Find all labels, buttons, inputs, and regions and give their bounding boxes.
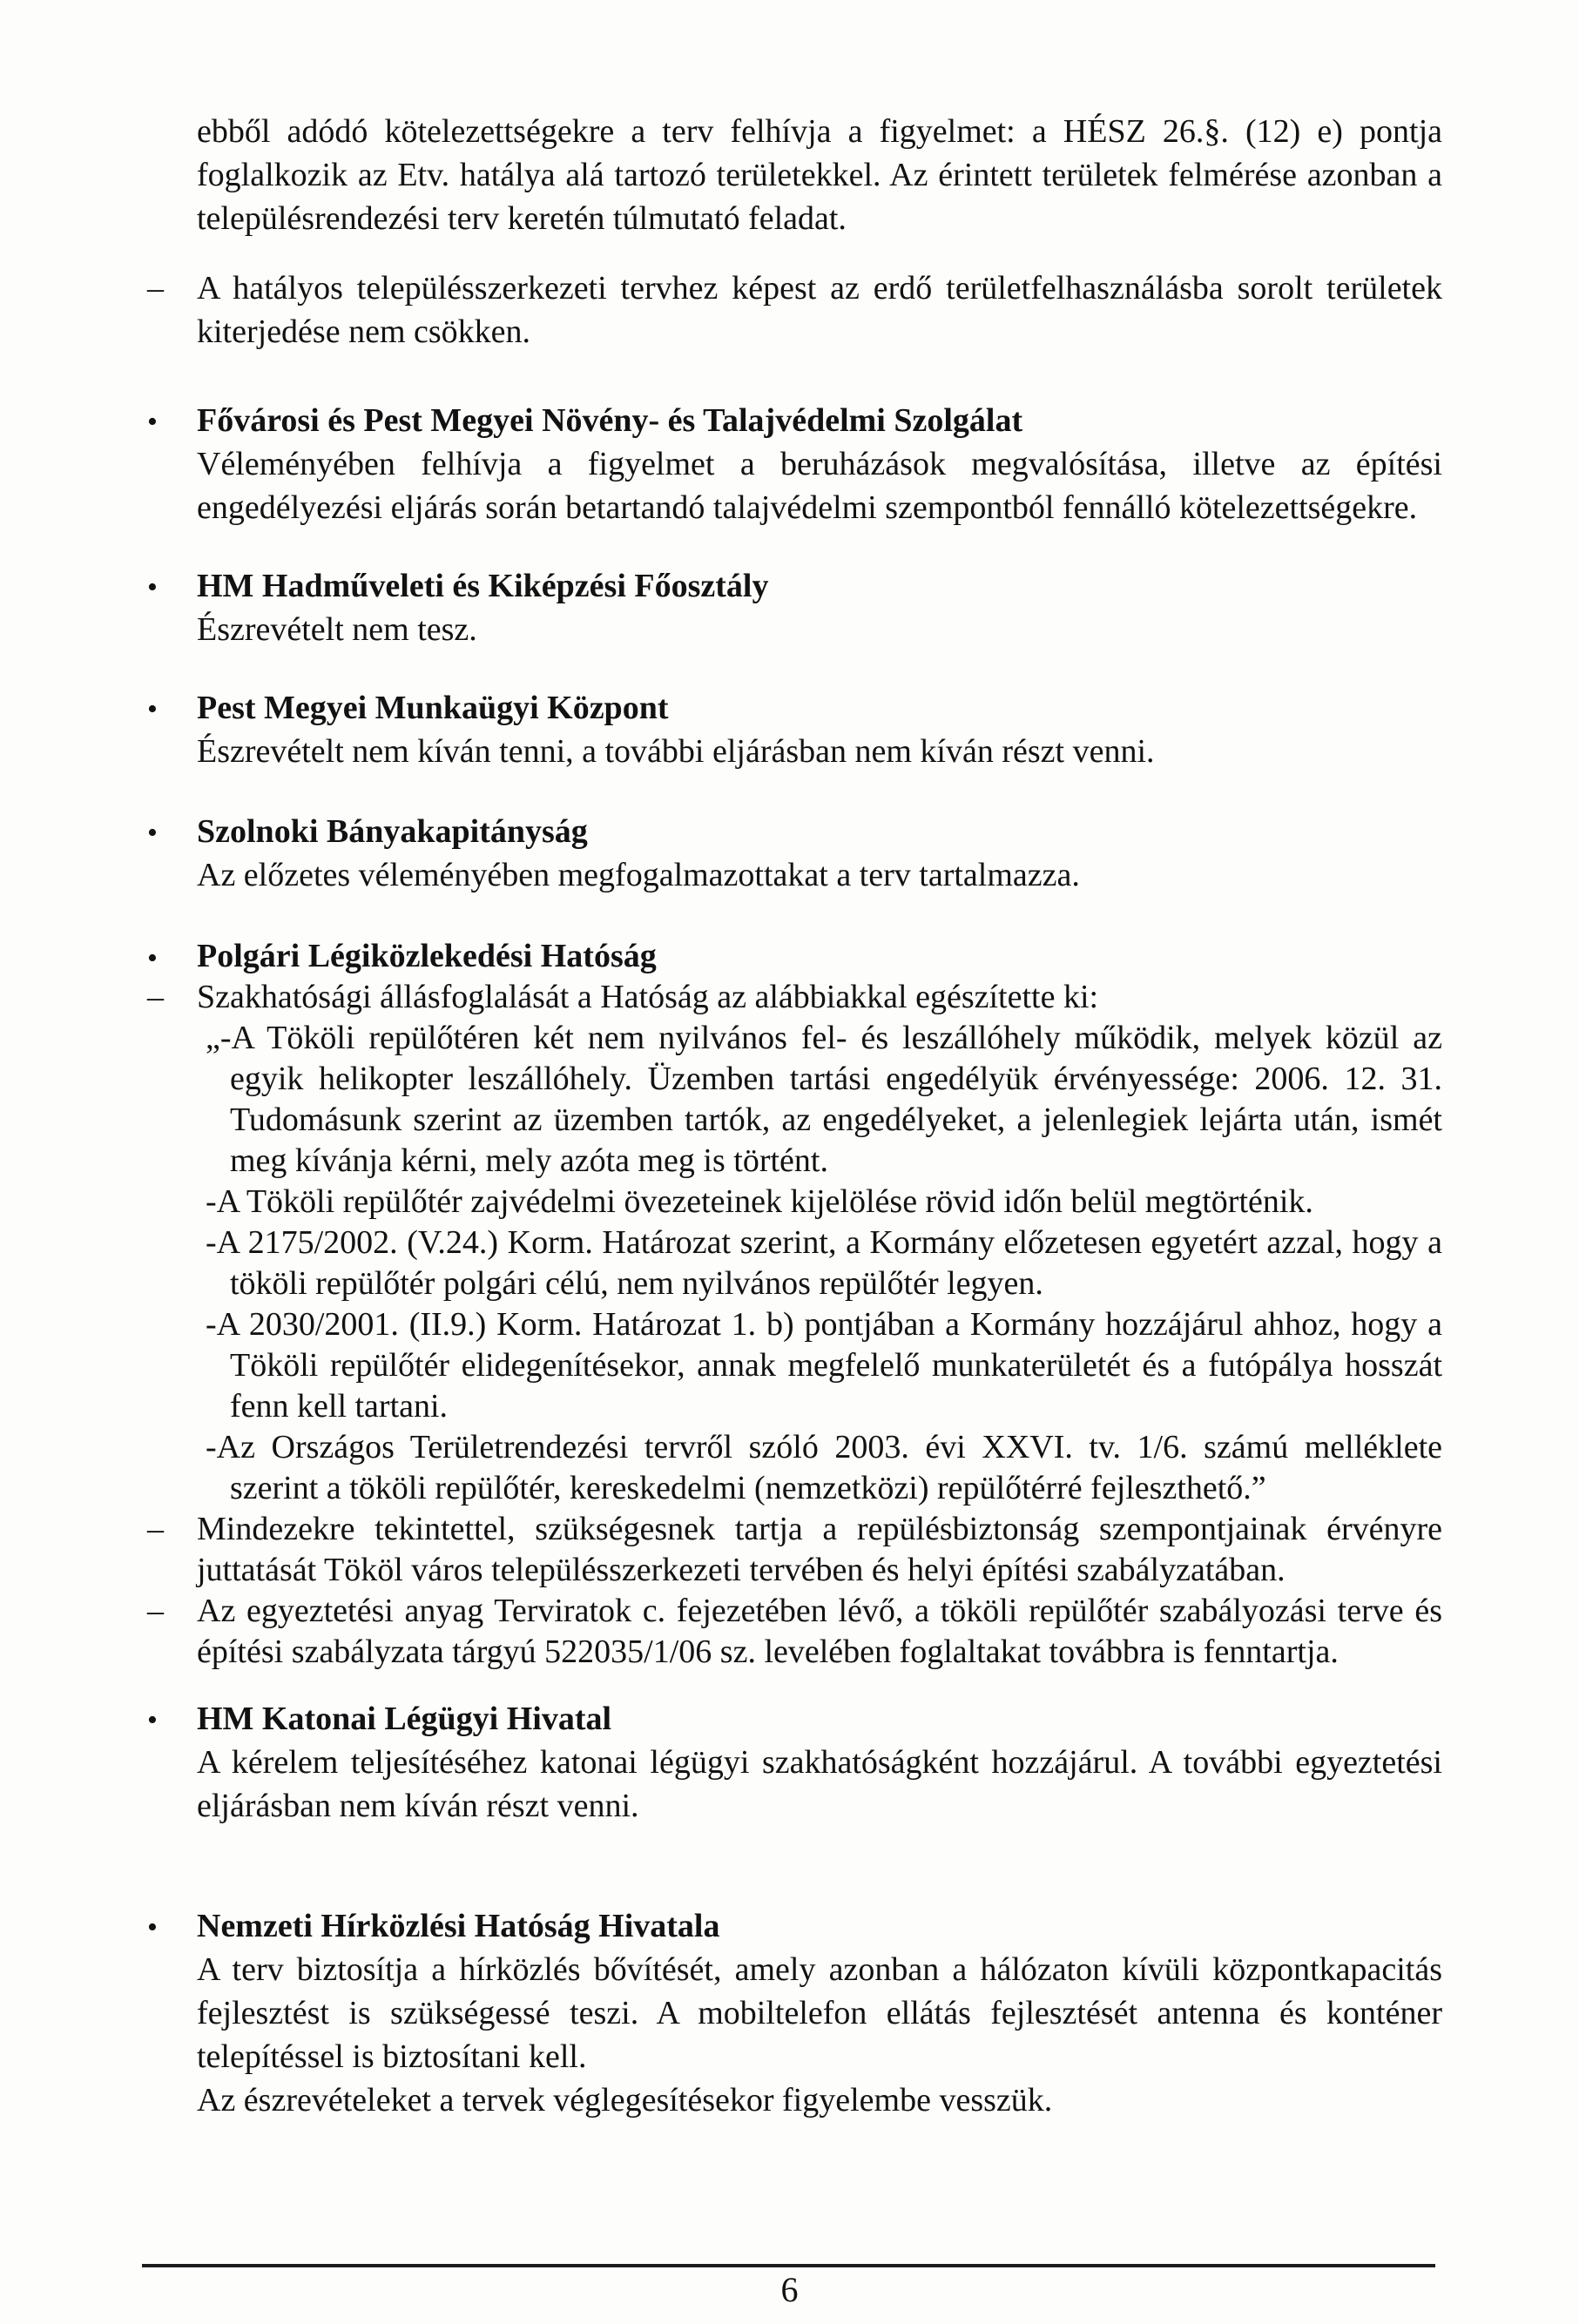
quote-item: -A 2175/2002. (V.24.) Korm. Határozat szerint, a Kormány előzetesen egyetért azzal, hogy a tököli repülőtér polgári célú, nem nyilvános repülőtér legyen. — [206, 1224, 1442, 1302]
section-title: HM Hadműveleti és Kiképzési Főosztály — [197, 568, 769, 604]
section-banyakapitanysag — [147, 810, 1442, 897]
bullet-icon: • — [147, 693, 158, 725]
quote-item: -A 2030/2001. (II.9.) Korm. Határozat 1. b) pontjában a Kormány hozzájárul ahhoz, hogy a Tököli repülőtér elidegenítésekor, annak megfelelő munkaterületét és a futópálya hosszát fenn kell tartani. — [206, 1306, 1442, 1425]
bullet-icon: • — [147, 942, 158, 974]
page-number: 6 — [780, 2270, 799, 2309]
footer-divider — [142, 2264, 1435, 2267]
list-item — [147, 1591, 1442, 1673]
dash-icon: – — [147, 270, 164, 306]
section-heading-row — [147, 1697, 1442, 1741]
section-title: Pest Megyei Munkaügyi Központ — [197, 690, 669, 726]
quote-item: -Az Országos Területrendezési tervről szóló 2003. évi XXVI. tv. 1/6. számú melléklete szerint a tököli repülőtér, kereskedelmi (nemzetközi) repülőtérré fejleszthető.” — [206, 1429, 1442, 1506]
section-title: Fővárosi és Pest Megyei Növény- és Talajvédelmi Szolgálat — [197, 402, 1023, 439]
page-content — [147, 110, 1442, 2122]
section-heading-row — [147, 399, 1442, 442]
list-item-text: Mindezekre tekintettel, szükségesnek tartja a repülésbiztonság szempontjainak érvényre juttatását Tököl város településszerkezeti tervében és helyi építési szabályzatában. — [197, 1511, 1442, 1588]
list-item-text: Szakhatósági állásfoglalását a Hatóság az alábbiakkal egészítette ki: — [197, 979, 1099, 1015]
list-item — [147, 266, 1442, 354]
list-item — [147, 1509, 1442, 1591]
section-note: Az észrevételeket a tervek véglegesítésekor figyelembe vesszük. — [197, 2082, 1053, 2119]
bullet-icon: • — [147, 571, 158, 603]
section-body: A terv biztosítja a hírközlés bővítését, amely azonban a hálózaton kívüli központkapacitás fejlesztést is szükségessé teszi. A mobiltelefon ellátás fejlesztését antenna és konténer telepítéssel is biztosítani kell. — [197, 1951, 1442, 2075]
section-heading-row — [147, 810, 1442, 853]
dash-icon: – — [147, 1511, 164, 1547]
list-item — [147, 977, 1442, 1018]
dash-icon: – — [147, 1593, 164, 1629]
section-legikozlekedesi — [147, 936, 1442, 1673]
section-heading-row — [147, 686, 1442, 730]
quote-item: „-A Tököli repülőtéren két nem nyilvános fel- és leszállóhely működik, melyek közül az egyik helikopter leszállóhely. Üzemben tartási engedélyük érvényessége: 2006. 12. 31. Tudomásunk szerint az üzemben tartók, az engedélyeket, a jelenlegiek lejárta után, ismét meg kívánja kérni, mely azóta meg is történt. — [206, 1020, 1442, 1179]
section-title: Nemzeti Hírközlési Hatóság Hivatala — [197, 1908, 720, 1944]
list-item-text: A hatályos településszerkezeti tervhez képest az erdő területfelhasználásba sorolt területek kiterjedése nem csökken. — [197, 270, 1442, 350]
section-hm-hadmuveleti — [147, 564, 1442, 651]
section-munkaugyi — [147, 686, 1442, 773]
section-heading-row — [147, 564, 1442, 608]
section-heading-row — [147, 1904, 1442, 1948]
section-title: Szolnoki Bányakapitányság — [197, 813, 588, 850]
section-title: Polgári Légiközlekedési Hatóság — [197, 938, 657, 974]
section-hm-legugyi — [147, 1697, 1442, 1828]
dash-icon: – — [147, 979, 164, 1015]
section-talajvedelmi — [147, 399, 1442, 529]
section-heading-row — [147, 936, 1442, 977]
bullet-icon: • — [147, 406, 158, 438]
bullet-icon: • — [147, 817, 158, 849]
continuation-paragraph: ebből adódó kötelezettségekre a terv felhívja a figyelmet: a HÉSZ 26.§. (12) e) pontja foglalkozik az Etv. hatálya alá tartozó területekkel. Az érintett területek felmérése azonban a településrendezési terv keretén túlmutató feladat. — [197, 113, 1442, 237]
section-body: Véleményében felhívja a figyelmet a beruházások megvalósítása, illetve az építési engedélyezési eljárás során betartandó talajvédelmi szempontból fennálló kötelezettségekre. — [197, 446, 1442, 526]
bullet-icon: • — [147, 1911, 158, 1943]
quoted-statement-block — [197, 1018, 1442, 1509]
section-body: Észrevételt nem tesz. — [197, 611, 477, 648]
bullet-icon: • — [147, 1704, 158, 1736]
list-item-text: Az egyeztetési anyag Terviratok c. fejezetében lévő, a tököli repülőtér szabályozási terve és építési szabályzata tárgyú 522035/1/06 sz. levelében foglaltakat továbbra is fenntartja. — [197, 1593, 1442, 1670]
section-body: A kérelem teljesítéséhez katonai légügyi szakhatóságként hozzájárul. A további egyeztetési eljárásban nem kíván részt venni. — [197, 1744, 1442, 1824]
section-hirkozlesi — [147, 1904, 1442, 2122]
section-title: HM Katonai Légügyi Hivatal — [197, 1701, 612, 1737]
quote-item: -A Tököli repülőtér zajvédelmi övezeteinek kijelölése rövid időn belül megtörténik. — [206, 1183, 1313, 1220]
section-body: Észrevételt nem kíván tenni, a további eljárásban nem kíván részt venni. — [197, 733, 1155, 770]
section-body: Az előzetes véleményében megfogalmazottakat a terv tartalmazza. — [197, 857, 1080, 893]
